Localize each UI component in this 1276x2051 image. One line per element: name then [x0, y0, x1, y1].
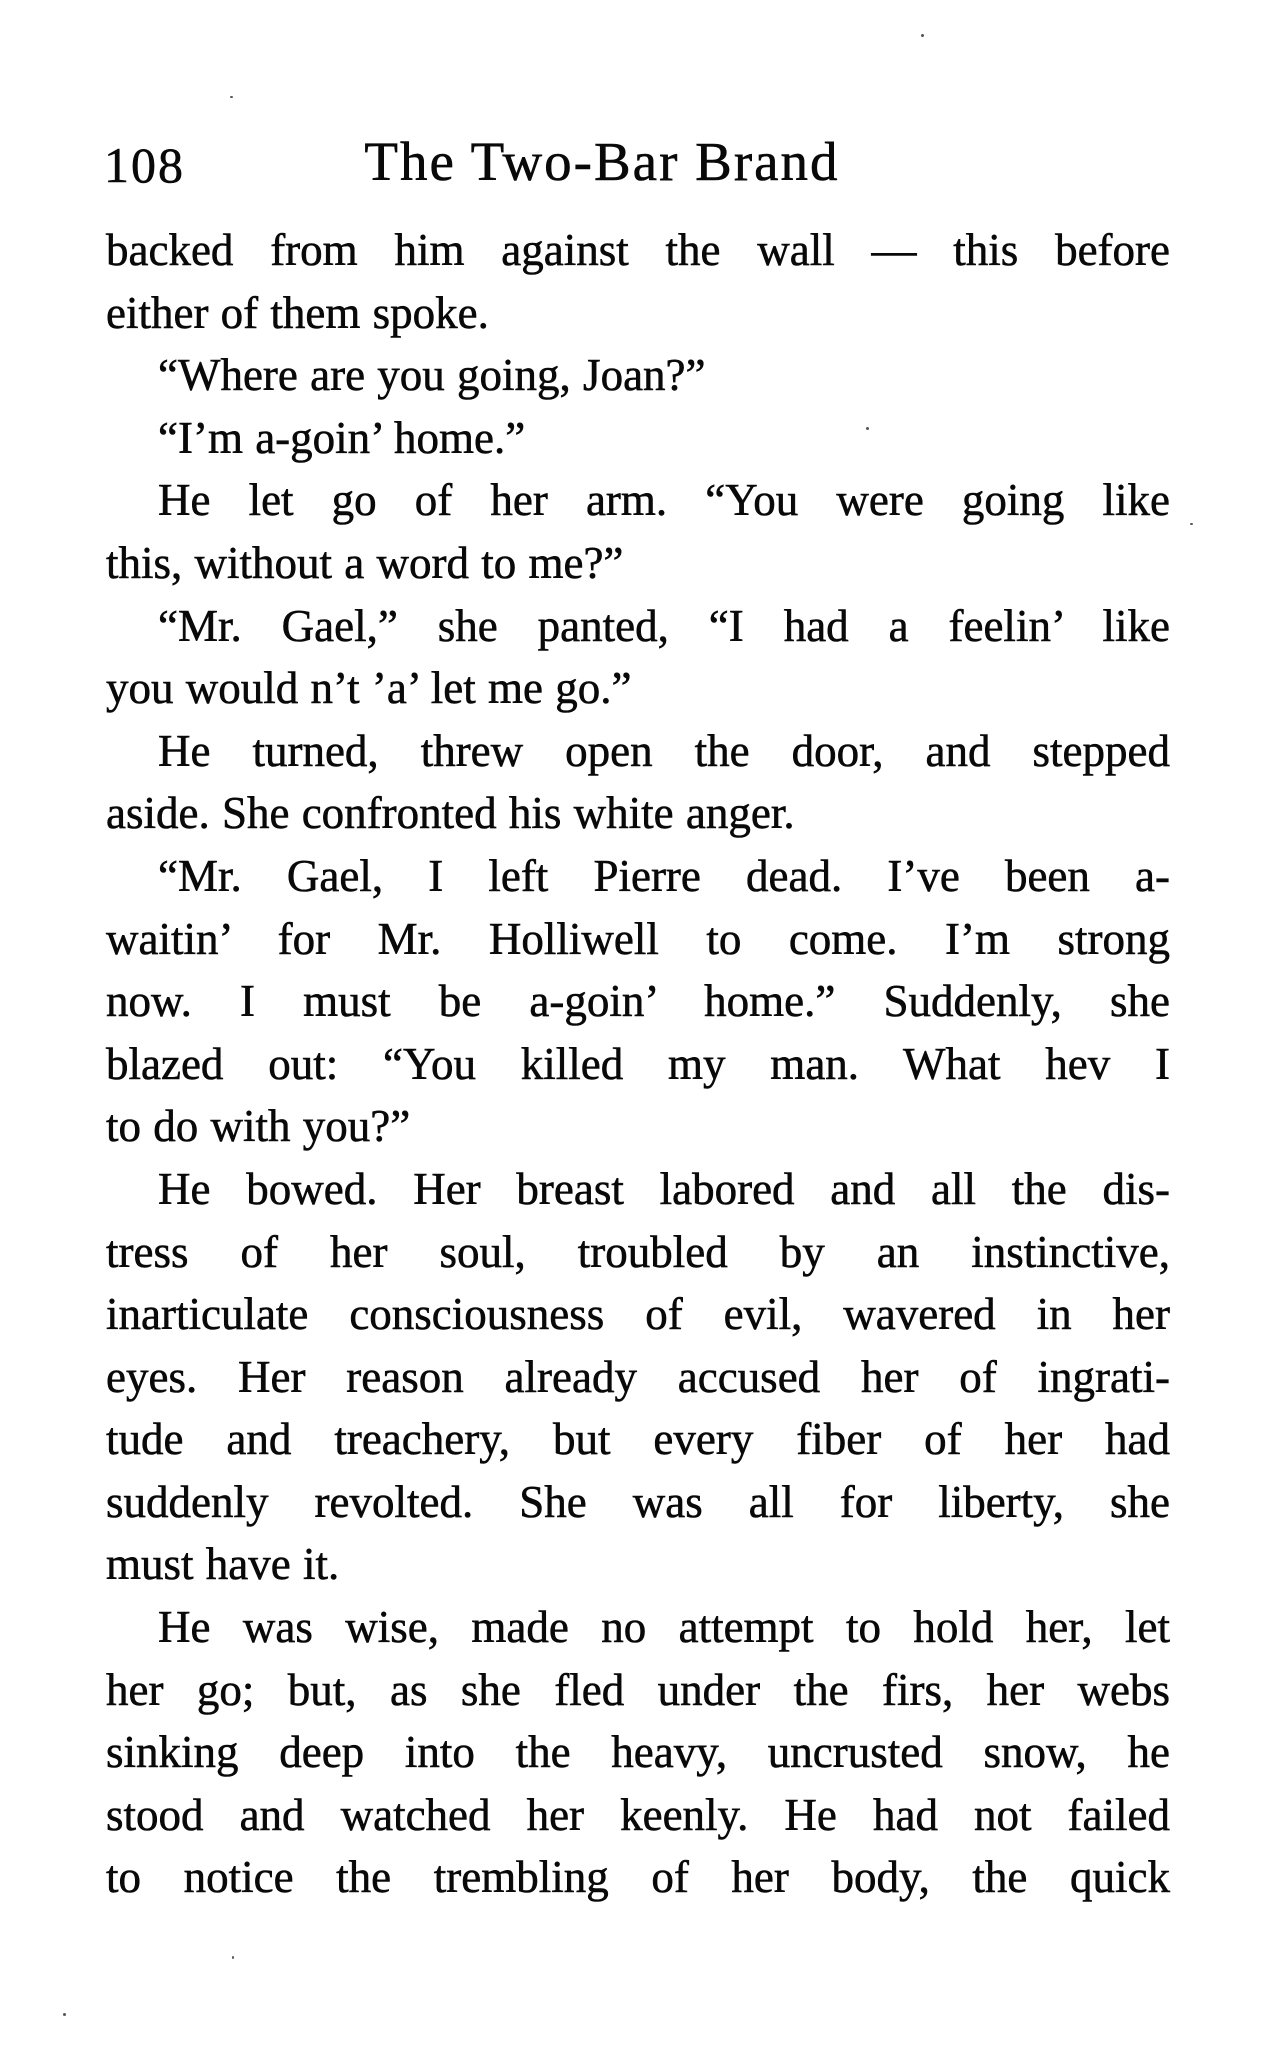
text-line: He turned, threw open the door, and stepped	[158, 725, 1170, 776]
text-line: inarticulate consciousness of evil, wavered in her	[106, 1289, 1170, 1340]
text-line: eyes. Her reason already accused her of ingrati-	[106, 1351, 1170, 1402]
scan-speck	[63, 2013, 66, 2016]
text-line: stood and watched her keenly. He had not failed	[106, 1789, 1170, 1840]
text-line: to notice the trembling of her body, the quick	[106, 1852, 1170, 1903]
page-number: 108	[104, 137, 185, 193]
text-line: tress of her soul, troubled by an instinctive,	[106, 1226, 1170, 1277]
text-line: “I’m a-goin’ home.”	[158, 412, 526, 463]
text-line: blazed out: “You killed my man. What hev I	[106, 1038, 1170, 1089]
text-line: “Where are you going, Joan?”	[158, 350, 706, 401]
text-line: He bowed. Her breast labored and all the dis-	[158, 1163, 1170, 1214]
text-line: “Mr. Gael, I left Pierre dead. I’ve been a-	[158, 850, 1170, 901]
running-head-title: The Two-Bar Brand	[364, 131, 840, 192]
text-line: sinking deep into the heavy, uncrusted snow, he	[106, 1727, 1170, 1778]
text-line: “Mr. Gael,” she panted, “I had a feelin’ like	[158, 600, 1170, 651]
text-line: aside. She confronted his white anger.	[106, 788, 795, 839]
scan-speck	[230, 96, 233, 98]
body-text	[106, 219, 1170, 1909]
scan-speck	[921, 34, 924, 37]
text-line: He let go of her arm. “You were going like	[158, 475, 1170, 526]
text-line: waitin’ for Mr. Holliwell to come. I’m strong	[106, 913, 1170, 964]
text-line: He was wise, made no attempt to hold her, let	[158, 1602, 1170, 1653]
text-line: you would n’t ’a’ let me go.”	[106, 663, 632, 714]
scan-speck	[1190, 523, 1193, 525]
text-line: tude and treachery, but every fiber of her had	[106, 1414, 1170, 1465]
scan-speck	[232, 1956, 234, 1959]
text-line: this, without a word to me?”	[106, 537, 624, 588]
text-line: now. I must be a-goin’ home.” Suddenly, she	[106, 976, 1170, 1027]
text-line: her go; but, as she fled under the firs, her webs	[106, 1664, 1170, 1715]
text-line: either of them spoke.	[106, 287, 489, 338]
text-line: to do with you?”	[106, 1101, 411, 1152]
scan-speck	[866, 427, 869, 430]
text-line: backed from him against the wall — this before	[106, 225, 1170, 275]
text-line: must have it.	[106, 1539, 340, 1590]
text-line: suddenly revolted. She was all for liberty, she	[106, 1476, 1170, 1527]
